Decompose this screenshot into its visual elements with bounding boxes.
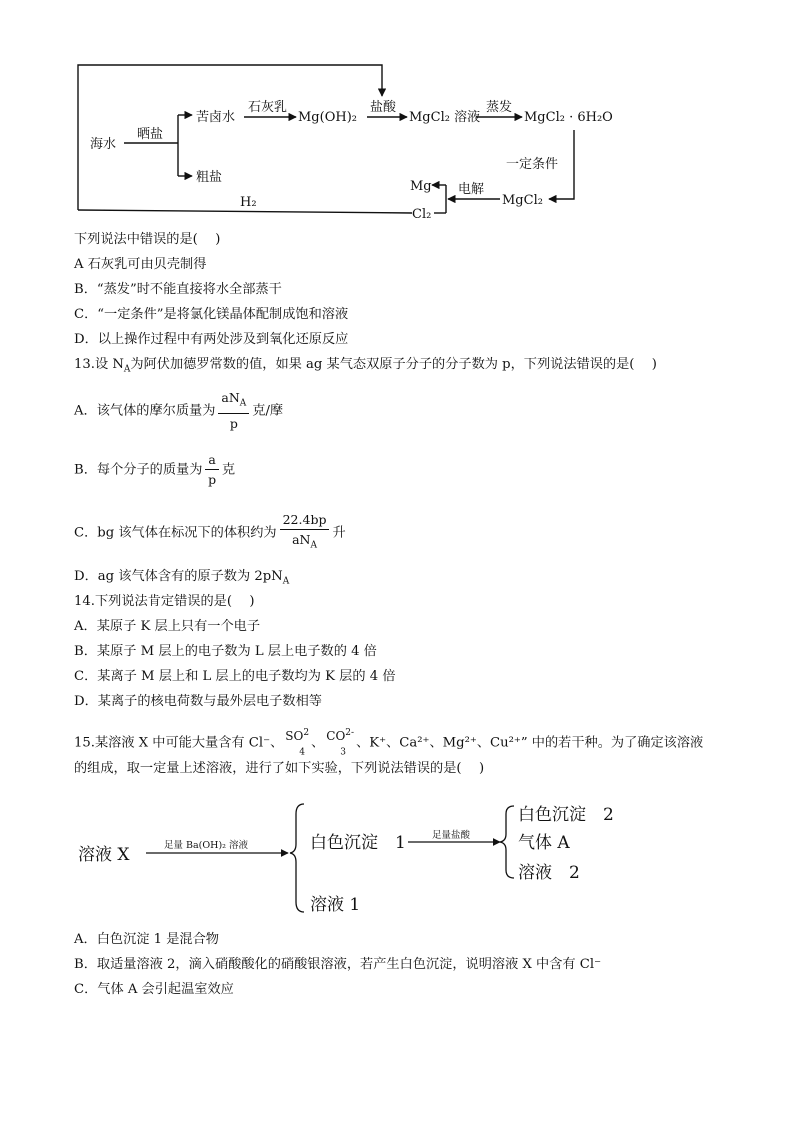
mgoh2-label: Mg(OH)₂	[298, 110, 357, 125]
co3-formula: CO	[326, 729, 346, 743]
q13-b-fraction	[205, 452, 218, 488]
co3-charge: 2-	[345, 728, 355, 738]
q13-a-den: p	[229, 415, 238, 431]
q15-stem-prefix: 15.某溶液 X 中可能大量含有 Cl⁻、	[74, 735, 284, 751]
seawater-label: 海水	[90, 137, 117, 152]
q13-option-a	[74, 390, 283, 432]
mgcl2-solution-label: MgCl₂ 溶液	[409, 110, 481, 125]
reagent-hcl-label: 足量盐酸	[432, 830, 471, 841]
h2-label: H₂	[240, 195, 257, 210]
q13-c-fraction	[280, 512, 330, 554]
q13-c-prefix: C．bg 该气体在标况下的体积约为	[74, 525, 277, 541]
hcl-label: 盐酸	[370, 100, 397, 115]
q13-c-den: aN	[292, 532, 311, 547]
solution-x-label: 溶液 X	[78, 845, 130, 865]
q13-c-den-sub: A	[310, 540, 317, 551]
mgcl2-hydrate-label: MgCl₂ · 6H₂O	[524, 110, 613, 125]
q13-stem	[74, 356, 657, 379]
q13-b-num: a	[205, 452, 218, 470]
q13-a-fraction	[218, 390, 249, 432]
q13-a-suffix: 克/摩	[252, 403, 284, 419]
q13-a-prefix: A．该气体的摩尔质量为	[74, 403, 216, 419]
q14-option-b: B．某原子 M 层上的电子数为 L 层上电子数的 4 倍	[74, 644, 377, 659]
sulfate-ion	[285, 728, 309, 758]
q14-option-a: A．某原子 K 层上只有一个电子	[74, 619, 261, 634]
q13-option-b	[74, 452, 235, 488]
white-ppt-2-label: 白色沉淀 2	[518, 805, 614, 825]
condition-label: 一定条件	[506, 157, 559, 172]
q15-option-c: C．气体 A 会引起温室效应	[74, 982, 234, 997]
cl2-label: Cl₂	[412, 207, 432, 222]
q12-option-c: C．“一定条件”是将氯化镁晶体配制成饱和溶液	[74, 307, 349, 322]
q13-d-prefix: D．ag 该气体含有的原子数为 2pN	[74, 569, 283, 584]
q13-a-num: aN	[221, 390, 240, 405]
q15-stem-suffix: 、K⁺、Ca²⁺、Mg²⁺、Cu²⁺” 中的若干种。为了确定该溶液	[356, 735, 704, 751]
crude-salt-label: 粗盐	[196, 170, 223, 185]
mg-label: Mg	[410, 179, 432, 194]
q12-stem: 下列说法中错误的是( )	[74, 232, 221, 247]
white-ppt-1-label: 白色沉淀 1	[310, 833, 406, 853]
q15-option-a: A．白色沉淀 1 是混合物	[74, 932, 219, 947]
solution-1-label: 溶液 1	[310, 895, 361, 915]
q14-option-c: C．某离子 M 层上和 L 层上的电子数均为 K 层的 4 倍	[74, 669, 396, 684]
co3-subscript: 3	[340, 747, 346, 758]
q13-stem-sub: A	[123, 364, 131, 375]
q12-option-b: B．“蒸发”时不能直接将水全部蒸干	[74, 282, 282, 297]
electrolysis-label: 电解	[458, 182, 485, 197]
q14-option-d: D．某离子的核电荷数与最外层电子数相等	[74, 694, 322, 709]
so4-subscript: 4	[299, 747, 306, 758]
experiment-flow-diagram	[0, 790, 794, 925]
q13-b-suffix: 克	[221, 462, 236, 478]
mgcl2-label: MgCl₂	[502, 193, 543, 208]
q12-option-d: D．以上操作过程中有两处涉及到氧化还原反应	[74, 332, 349, 347]
q13-option-c	[74, 512, 346, 554]
q13-c-num: 22.4bp	[280, 512, 330, 530]
q12-option-a: A 石灰乳可由贝壳制得	[74, 257, 207, 272]
reagent-baoh2-label: 足量 Ba(OH)₂ 溶液	[164, 840, 248, 851]
q15-stem-line2: 的组成，取一定量上述溶液，进行了如下实验，下列说法错误的是( )	[74, 761, 485, 776]
evaporate-label: 蒸发	[486, 100, 513, 115]
q13-b-den: p	[208, 472, 217, 487]
sun-salt-label: 晒盐	[137, 127, 164, 142]
q15-option-b: B．取适量溶液 2，滴入硝酸酸化的硝酸银溶液，若产生白色沉淀，说明溶液 X 中含有 Cl⁻	[74, 957, 602, 972]
q13-stem-suffix: 为阿伏加德罗常数的值，如果 ag 某气态双原子分子的分子数为 p，下列说法错误的是( )	[130, 357, 657, 372]
q15-stem	[74, 728, 703, 758]
q14-stem: 14.下列说法肯定错误的是( )	[74, 594, 255, 609]
bittern-label: 苦卤水	[196, 110, 236, 125]
so4-formula: SO	[285, 729, 304, 743]
carbonate-ion	[326, 728, 354, 758]
so4-charge: 2	[303, 728, 310, 738]
gas-a-label: 气体 A	[518, 833, 570, 853]
q15-separator: 、	[311, 735, 325, 751]
q13-b-prefix: B．每个分子的质量为	[74, 462, 203, 478]
q13-d-sub: A	[282, 576, 290, 587]
q13-option-d	[74, 568, 289, 591]
solution-2-label: 溶液 2	[518, 863, 580, 883]
lime-milk-label: 石灰乳	[248, 100, 288, 115]
q13-c-suffix: 升	[332, 525, 346, 541]
q13-stem-prefix: 13.设 N	[74, 357, 124, 372]
q13-a-num-sub: A	[239, 398, 247, 409]
seawater-process-diagram	[0, 0, 794, 225]
